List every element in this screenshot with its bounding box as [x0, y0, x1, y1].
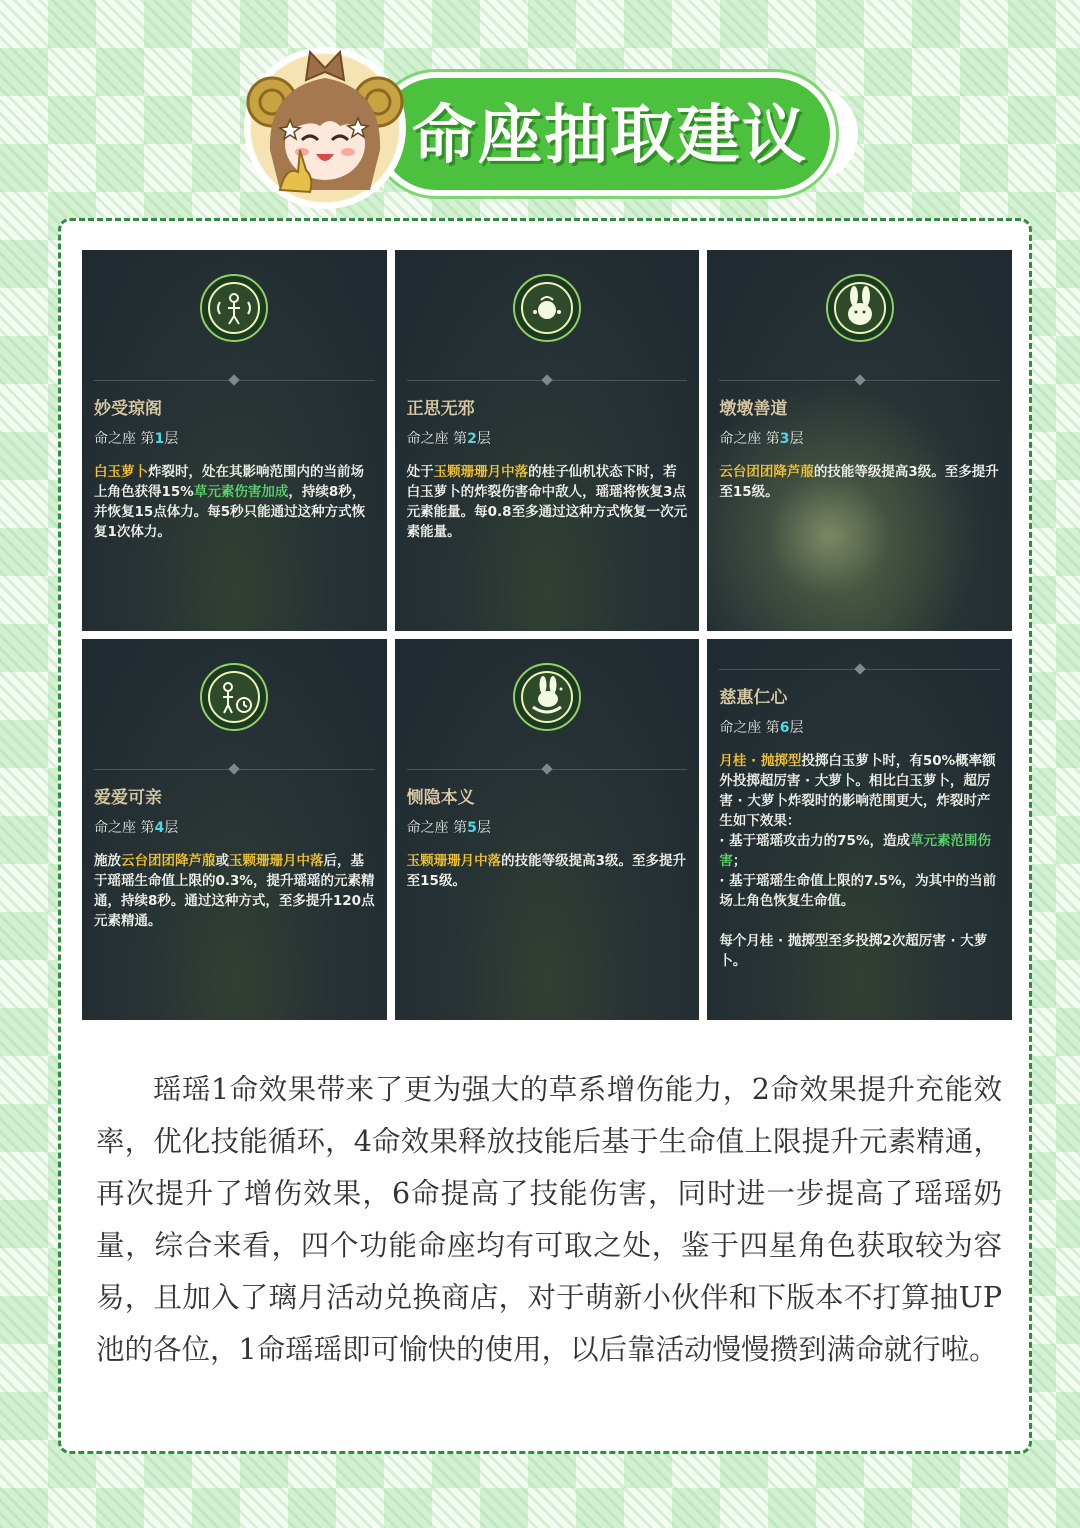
card-divider: [719, 669, 1000, 670]
highlight-term: 月桂 · 抛掷型: [719, 753, 802, 769]
constellation-name: 墩墩善道: [719, 399, 788, 419]
constellation-3-rabbit-icon: [824, 272, 896, 344]
card-divider: [407, 380, 688, 381]
page-title: 命座抽取建议: [412, 99, 808, 173]
desc-text: 后，基于瑶瑶生命值上限的0.3%，提升瑶瑶的元素精通，持续8秒。通过这种方式，至多提升120点元素精通。: [94, 853, 375, 929]
desc-text: 的技能等级提高3级。至多提升至15级。: [719, 464, 999, 500]
desc-text: 处于: [406, 464, 434, 480]
constellation-level: 命之座 第4层: [94, 820, 179, 836]
highlight-term: 草元素伤害加成: [193, 484, 289, 500]
card-divider: [94, 380, 375, 381]
summary-paragraph: 瑶瑶1命效果带来了更为强大的草系增伤能力，2命效果提升充能效率，优化技能循环，4命效果释放技能后基于生命值上限提升元素精通，再次提升了增伤效果，6命提高了技能伤害，同时进一步提高了瑶瑶奶量，综合来看，四个功能命座均有可取之处，鉴于四星角色获取较为容易，且加入了璃月活动兑换商店，对于萌新小伙伴和下版本不打算抽UP池的各位，1命瑶瑶即可愉快的使用，以后靠活动慢慢攒到满命就行啦。: [96, 1073, 1002, 1366]
highlight-term: 玉颗珊珊月中落: [406, 853, 502, 869]
constellation-card-6: [707, 639, 1012, 1020]
card-divider: [719, 380, 1000, 381]
card-divider: [407, 769, 688, 770]
header: [240, 40, 840, 210]
desc-text: ，持续8秒，并恢复15点体力。每5秒只能通过这种方式恢复1次体力。: [94, 484, 366, 540]
constellation-5-rabbit-icon: [511, 661, 583, 733]
highlight-term: 草元素范围伤害: [719, 833, 991, 869]
constellation-level: 命之座 第6层: [719, 720, 804, 736]
constellation-name: 慈惠仁心: [719, 688, 788, 708]
constellation-desc: [407, 851, 690, 891]
constellation-grid: [82, 250, 1012, 1020]
constellation-name: 正思无邪: [406, 399, 475, 419]
constellation-name: 妙受琼阁: [94, 399, 162, 419]
desc-text: 投掷白玉萝卜时，有50%概率额外投掷超厉害 · 大萝卜。相比白玉萝卜，超厉害 · 大萝卜炸裂时的影响范围更大，炸裂时产生如下效果：: [719, 753, 996, 829]
constellation-name: 爱爱可亲: [94, 788, 162, 808]
desc-text: 施放: [94, 853, 121, 869]
highlight-term: 玉颗珊珊月中落: [433, 464, 529, 480]
desc-text: 的技能等级提高3级。至多提升至15级。: [406, 853, 687, 889]
desc-text: 或: [215, 853, 229, 869]
constellation-name: 恻隐本义: [406, 788, 475, 808]
constellation-desc: [94, 851, 377, 931]
constellation-level: 命之座 第2层: [406, 431, 491, 447]
constellation-card-5: [395, 639, 700, 1020]
constellation-desc: [719, 462, 1002, 502]
desc-text: · 基于瑶瑶生命值上限的7.5%，为其中的当前场上角色恢复生命值。: [719, 873, 997, 909]
constellation-1-icon: [198, 272, 270, 344]
constellation-desc: [719, 751, 1002, 971]
desc-text: ；: [732, 853, 747, 869]
constellation-level: 命之座 第3层: [719, 431, 804, 447]
constellation-4-icon: [198, 661, 270, 733]
constellation-desc: [94, 462, 377, 542]
constellation-card-3: [707, 250, 1012, 631]
constellation-level: 命之座 第5层: [406, 820, 491, 836]
constellation-card-2: [395, 250, 700, 631]
constellation-desc: [407, 462, 690, 542]
highlight-term: 云台团团降芦菔: [719, 464, 814, 480]
highlight-term: 云台团团降芦菔: [121, 853, 216, 869]
constellation-card-4: [82, 639, 387, 1020]
desc-text: 炸裂时，处在其影响范围内的当前场上角色获得15%: [94, 464, 364, 500]
desc-text: · 基于瑶瑶攻击力的75%，造成: [719, 833, 910, 849]
card-divider: [94, 769, 375, 770]
chibi-avatar-icon: [240, 40, 410, 210]
desc-text: 每个月桂 · 抛掷型至多投掷2次超厉害 · 大萝卜。: [719, 933, 988, 969]
constellation-2-icon: [511, 272, 583, 344]
highlight-term: 白玉萝卜: [94, 464, 148, 480]
constellation-level: 命之座 第1层: [94, 431, 179, 447]
desc-text: 的桂子仙机状态下时，若白玉萝卜的炸裂伤害命中敌人，瑶瑶将恢复3点元素能量。每0.8至多通过这种方式恢复一次元素能量。: [406, 464, 688, 540]
highlight-term: 玉颗珊珊月中落: [229, 853, 324, 869]
constellation-card-1: [82, 250, 387, 631]
